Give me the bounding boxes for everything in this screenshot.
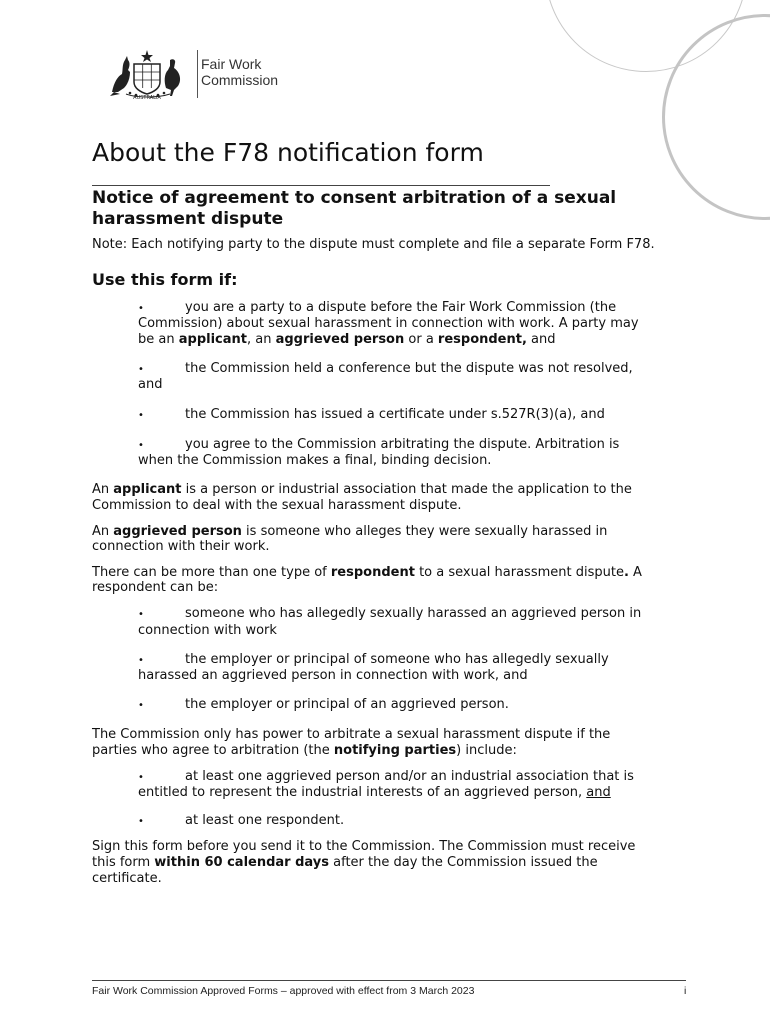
paragraph-text: The Commission only has power to arbitrate a sexual harassment dispute if the parties who agree to arbitration (the <box>92 727 611 758</box>
paragraph-text: ) include: <box>456 742 517 758</box>
list-item-text: at least one respondent. <box>185 812 345 828</box>
bullet-icon: • <box>138 608 144 620</box>
aggrieved-person-definition <box>92 524 658 555</box>
bullet-icon: • <box>138 363 144 375</box>
underlined-and: and <box>586 785 611 801</box>
list-item-text: someone who has allegedly sexually harassed an aggrieved person in connection with work <box>138 605 642 638</box>
respondent-definition <box>92 565 658 596</box>
title-divider <box>92 185 550 186</box>
note-paragraph: Note: Each notifying party to the dispute must complete and file a separate Form F78. <box>92 237 655 252</box>
footer-divider <box>92 980 686 981</box>
bullet-icon: • <box>138 700 144 712</box>
term-applicant: applicant <box>113 482 182 498</box>
condition-text: or a <box>404 331 438 347</box>
bullet-icon: • <box>138 815 144 827</box>
paragraph-text: after the day the Commission issued the certificate. <box>92 854 598 886</box>
definition-text: is someone who alleges they were sexually harassed in connection with their work. <box>92 523 608 555</box>
list-item <box>138 437 658 469</box>
form-description <box>92 188 658 896</box>
page-title: About the F78 notification form <box>92 138 484 167</box>
term-aggrieved-person: aggrieved person <box>113 523 242 539</box>
term-respondent: respondent <box>330 564 415 580</box>
list-item <box>138 407 658 424</box>
list-item <box>138 300 658 348</box>
condition-text: you are a party to a dispute before the Fair Work Commission (the Commission) about sexual harassment in connection with work. A party may be an <box>138 299 639 347</box>
definition-text: to a sexual harassment dispute <box>414 564 624 580</box>
applicant-definition <box>92 482 658 513</box>
notifying-parties-list <box>138 769 658 830</box>
list-item <box>138 769 658 801</box>
definition-text: An <box>92 523 114 539</box>
list-item <box>138 361 658 393</box>
form-subtitle: Notice of agreement to consent arbitration of a sexual harassment dispute <box>92 188 617 229</box>
conditions-list <box>138 300 658 469</box>
page-number: i <box>684 985 687 997</box>
condition-text: , an <box>246 331 276 347</box>
definition-text: An <box>92 482 114 498</box>
condition-text: the Commission held a conference but the dispute was not resolved, and <box>138 360 633 393</box>
condition-text: and <box>526 331 556 347</box>
bullet-icon: • <box>138 654 144 666</box>
use-form-heading: Use this form if: <box>92 269 238 289</box>
term-applicant: applicant <box>178 331 247 347</box>
condition-text: you agree to the Commission arbitrating the dispute. Arbitration is when the Commission makes a final, binding decision. <box>138 436 620 469</box>
definition-text: There can be more than one type of <box>92 564 331 580</box>
list-item-text: the employer or principal of someone who has allegedly sexually harassed an aggrieved person in connection with work, and <box>138 651 609 684</box>
bullet-icon: • <box>138 409 144 421</box>
logo-wordmark <box>201 56 278 88</box>
coat-of-arms-icon <box>108 48 186 100</box>
list-item <box>138 606 658 638</box>
term-respondent: respondent, <box>437 331 527 347</box>
respondent-types-list <box>138 606 658 714</box>
bullet-icon: • <box>138 302 144 314</box>
deadline-emphasis: within 60 calendar days <box>154 854 329 870</box>
condition-text: the Commission has issued a certificate under s.527R(3)(a), and <box>185 406 605 422</box>
definition-text: is a person or industrial association that made the application to the Commission to deal with the sexual harassment dispute. <box>92 482 632 513</box>
term-notifying-parties: notifying parties <box>333 742 457 758</box>
logo-line-1: Fair Work <box>201 56 262 72</box>
logo-divider <box>197 50 198 98</box>
list-item <box>138 697 658 714</box>
term-aggrieved-person: aggrieved person <box>275 331 405 347</box>
sign-instructions-paragraph <box>92 839 658 886</box>
crest-scroll-text: AUSTRALIA <box>133 95 161 100</box>
list-item <box>138 652 658 684</box>
bullet-icon: • <box>138 439 144 451</box>
list-item-text: at least one aggrieved person and/or an industrial association that is entitled to represent the industrial interests of an aggrieved person, <box>138 768 634 801</box>
list-item <box>138 813 658 830</box>
bullet-icon: • <box>138 771 144 783</box>
definition-text: A respondent can be: <box>92 564 642 596</box>
paragraph-text: Sign this form before you send it to the Commission. The Commission must receive this form <box>92 839 636 870</box>
list-item-text: the employer or principal of an aggrieved person. <box>185 697 509 713</box>
definition-period: . <box>623 564 629 580</box>
footer-text: Fair Work Commission Approved Forms – approved with effect from 3 March 2023 <box>92 985 475 997</box>
arbitration-power-paragraph <box>92 727 658 758</box>
logo-line-2: Commission <box>201 72 279 88</box>
fair-work-commission-logo <box>108 48 298 100</box>
